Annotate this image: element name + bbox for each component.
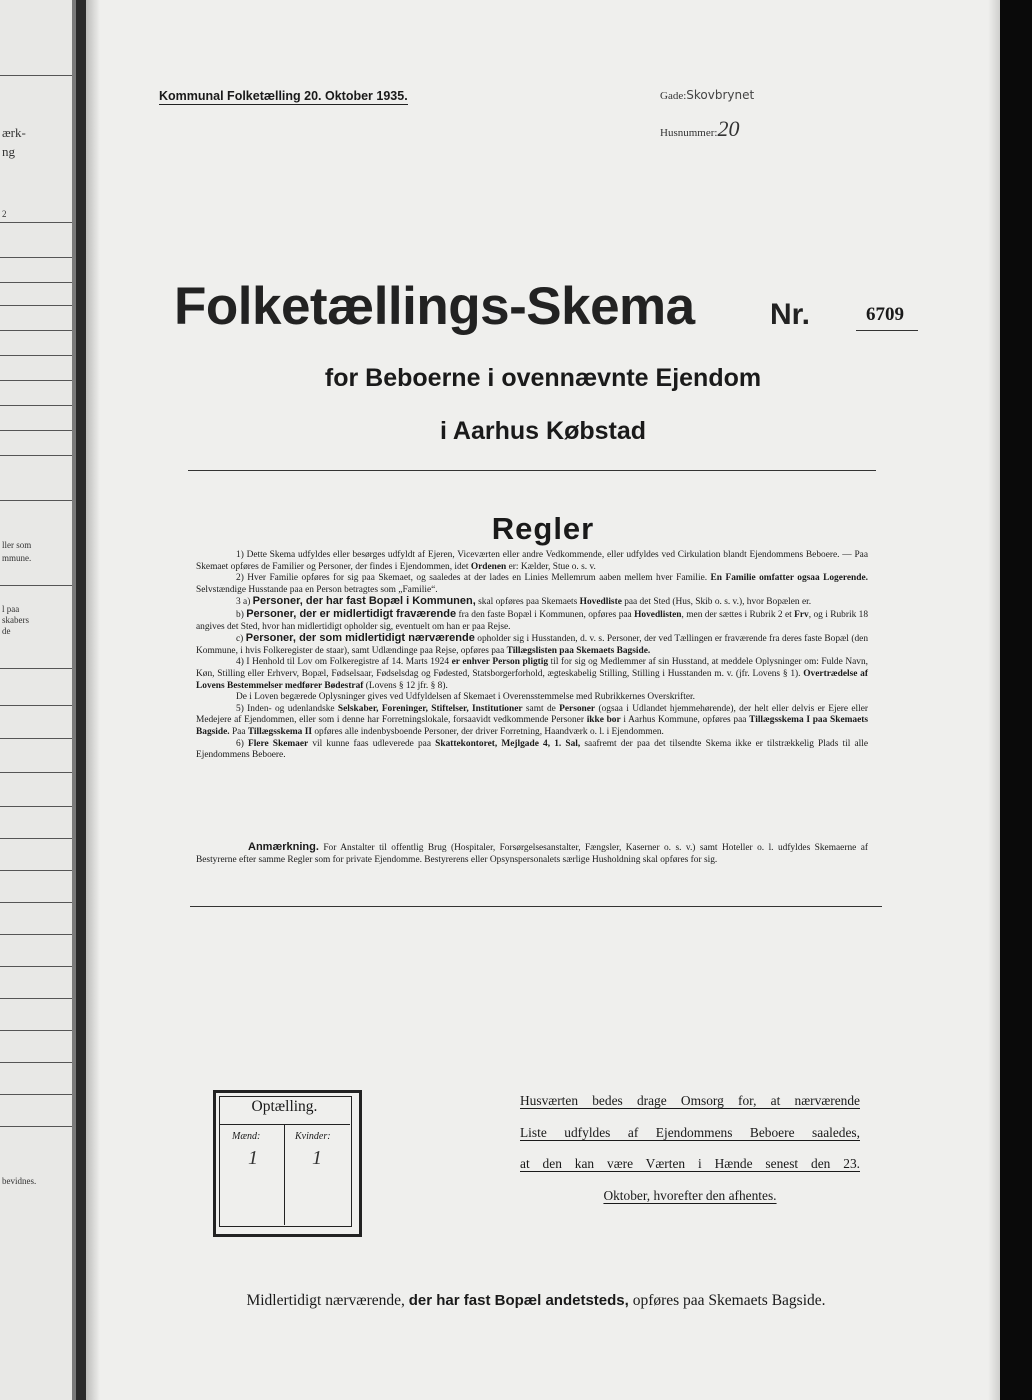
remark-label: Anmærkning. bbox=[248, 841, 319, 853]
form-subtitle-city: i Aarhus Købstad bbox=[439, 417, 647, 445]
rule bbox=[0, 75, 72, 76]
rule bbox=[0, 806, 72, 807]
divider bbox=[190, 906, 882, 907]
rule bbox=[0, 405, 72, 406]
remark-text: Anmærkning. For Anstalter til offentlig Brug (Hospitaler, Forsørgelsesanstalter, Fængsler, Kaserner o. s. v.) samt Hoteller o. l. udfyldes Skemaerne af Bestyrerne efter samme Regler som for private Ejendomme. Bestyrerens eller Opsynspersonalets særlige Husholdning skal opføres for sig. bbox=[196, 841, 869, 865]
rule-4-note: De i Loven begærede Oplysninger gives ved Udfyldelsen af Skemaet i Overensstemmelse med Rubrikkernes Overskrifter. bbox=[236, 692, 695, 703]
notice-line: Husværten bedes drage Omsorg for, at nærværende bbox=[520, 1093, 860, 1108]
rule bbox=[0, 585, 72, 586]
fragment-text: mmune. bbox=[2, 553, 32, 563]
rule bbox=[0, 738, 72, 739]
rule bbox=[0, 870, 72, 871]
rule bbox=[0, 305, 72, 306]
men-count-value: 1 bbox=[248, 1147, 258, 1169]
census-header-title: Kommunal Folketælling 20. Oktober 1935. bbox=[159, 89, 408, 103]
landlord-notice bbox=[520, 1093, 860, 1219]
rule bbox=[0, 1126, 72, 1127]
fragment-text: bevidnes. bbox=[2, 1176, 37, 1186]
fragment-text: ller som bbox=[2, 540, 32, 550]
count-box-divider bbox=[284, 1124, 285, 1225]
rule bbox=[0, 355, 72, 356]
notice-line: Oktober, hvorefter den afhentes. bbox=[603, 1187, 777, 1203]
street-field bbox=[660, 86, 754, 104]
form-title: Folketællings-Skema bbox=[174, 277, 695, 336]
footer-note: Midlertidigt nærværende, der har fast Bopæl andetsteds, opføres paa Skemaets Bagside. bbox=[246, 1292, 826, 1309]
rule bbox=[0, 668, 72, 669]
rule-4: 4) I Henhold til Lov om Folkeregistre af 14. Marts 1924 er enhver Person pligtig til for sig og Medlemmer af sin Husstand, at meddele Oplysninger om: Fulde Navn, Køn, Stilling eller Erhverv, Bopæl, Fødselsaar, Fødselsdag og Fødested, Statsborgerforhold, ægteskabelig Stilling, Stilling i Husstanden m. v. (jfr. Lovens § 1). Overtrædelse af Lovens Bestemmelser medfører Bødestraf (Lovens § 12 jfr. § 8). bbox=[196, 657, 869, 691]
rules-heading: Regler bbox=[491, 511, 595, 546]
fragment-text: de bbox=[2, 626, 11, 636]
rule bbox=[0, 838, 72, 839]
fragment-text: l paa bbox=[2, 604, 20, 614]
rule-2: 2) Hver Familie opføres for sig paa Skemaet, og saaledes at der lades en Linies Mellemrum aaben mellem hver Familie. En Familie omfatter ogsaa Logerende. Selvstændige Husstande paa en Person betragtes som „Familie“. bbox=[196, 573, 868, 595]
rule bbox=[0, 1030, 72, 1031]
notice-line: at den kan være Værten i Hænde senest den 23. bbox=[520, 1156, 860, 1171]
rule bbox=[0, 934, 72, 935]
book-gutter bbox=[76, 0, 86, 1400]
form-number-value: 6709 bbox=[866, 304, 904, 325]
men-label: Mænd: bbox=[232, 1131, 261, 1142]
rule bbox=[0, 1094, 72, 1095]
form-number-label: Nr. bbox=[770, 298, 811, 331]
rule-6: 6) Flere Skemaer vil kunne faas udleverede paa Skattekontoret, Mejlgade 4, 1. Sal, saafremt der paa det tilsendte Skema ikke er tilstrækkelig Plads til alle Ejendommens Beboere. bbox=[196, 738, 869, 761]
women-count-value: 1 bbox=[312, 1147, 322, 1169]
rule-1: 1) Dette Skema udfyldes eller besørges udfyldt af Ejeren, Viceværten eller andre Vedkommende, eller udfyldes ved Cirkulation blandt Ejendommens Beboere. — Paa Skemaet opføres de Familier og Personer, der findes i Ejendommen, idet Ordenen er: Kælder, Stue o. s. v. bbox=[196, 550, 868, 572]
fragment-text: 2 bbox=[2, 209, 7, 219]
house-number-value: 20 bbox=[717, 116, 740, 141]
rule bbox=[0, 380, 72, 381]
house-number-label: Husnummer: bbox=[660, 127, 718, 139]
fragment-text: ng bbox=[2, 144, 15, 159]
fragment-text: skabers bbox=[2, 615, 29, 625]
rule bbox=[0, 455, 72, 456]
notice-line: Liste udfyldes af Ejendommens Beboere saaledes, bbox=[520, 1124, 860, 1140]
page-shadow bbox=[988, 0, 1000, 1400]
rule-5: 5) Inden- og udenlandske Selskaber, Foreninger, Stiftelser, Institutioner samt de Personer (ogsaa i Udlandet hjemmehørende), der helt eller delvis er Ejere eller Medejere af Ejendommen, eller som i denne har Forretningslokale, forsaavidt vedkommende Personer ikke bor i Aarhus Kommune, opføres paa Tillægsskema I paa Skemaets Bagside. Paa Tillægsskema II opføres alle indenbysboende Personer, der driver Forretning, Haandværk o. l. i Ejendommen. bbox=[196, 703, 869, 737]
rule bbox=[0, 222, 72, 223]
page-shadow bbox=[86, 0, 100, 1400]
rule bbox=[0, 1062, 72, 1063]
house-number-field bbox=[660, 116, 739, 142]
women-label: Kvinder: bbox=[295, 1131, 331, 1142]
form-subtitle: for Beboerne i ovennævnte Ejendom bbox=[324, 364, 762, 392]
rule bbox=[0, 705, 72, 706]
rule-3b: b) Personer, der er midlertidigt fraværende fra den faste Bopæl i Kommunen, opføres paa Hovedlisten, men der sættes i Rubrik 2 et Frv, og i Rubrik 18 angives det Sted, hvor han midlertidigt opholder sig, eventuelt om han er paa Rejse. bbox=[196, 607, 869, 632]
rule bbox=[0, 966, 72, 967]
rule bbox=[0, 500, 72, 501]
rule bbox=[0, 902, 72, 903]
rule bbox=[0, 282, 72, 283]
rule bbox=[0, 330, 72, 331]
rule-3a: 3 a) Personer, der har fast Bopæl i Kommunen, skal opføres paa Skemaets Hovedliste paa det Sted (Hus, Skib o. s. v.), hvor Bopælen er. bbox=[236, 595, 812, 608]
count-box-title: Optælling. bbox=[251, 1098, 318, 1115]
street-value: Skovbrynet bbox=[686, 88, 755, 102]
rule bbox=[0, 772, 72, 773]
fragment-text: ærk- bbox=[2, 125, 26, 140]
street-label: Gade: bbox=[660, 90, 687, 102]
form-number-underline bbox=[856, 330, 918, 331]
rules-text bbox=[196, 550, 868, 762]
census-form-page bbox=[86, 0, 1000, 1400]
rule bbox=[0, 257, 72, 258]
rule bbox=[0, 998, 72, 999]
adjacent-page bbox=[0, 0, 76, 1400]
rule-3c: c) Personer, der som midlertidigt nærværende opholder sig i Husstanden, d. v. s. Personer, der ved Tællingen er fraværende fra deres faste Bopæl (den Kommune, i hvis Folkeregister de staar), samt Udlændinge paa Rejse, opføres paa Tillægslisten paa Skemaets Bagside. bbox=[196, 632, 869, 656]
divider bbox=[188, 470, 876, 471]
rule bbox=[0, 430, 72, 431]
